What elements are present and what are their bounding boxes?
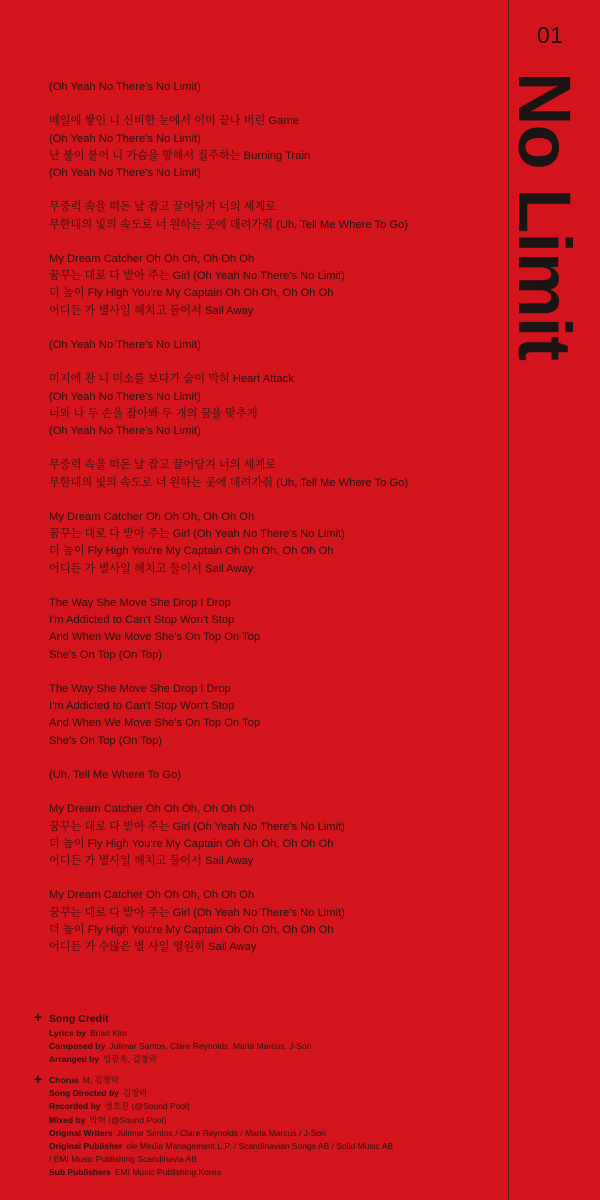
lyric-line: My Dream Catcher Oh Oh Oh, Oh Oh Oh xyxy=(49,803,255,816)
lyric-line: 무중력 속을 떠돈 날 잡고 끌어당겨 너의 세계로 xyxy=(49,201,277,214)
credit-row xyxy=(49,1027,494,1040)
lyric-line: (Oh Yeah No There's No Limit) xyxy=(49,132,201,145)
credit-value: Brian Kim xyxy=(90,1028,127,1038)
credit-row xyxy=(49,1053,494,1066)
credit-value: ole Media Management L.P. / Scandinavian Songs AB / Solid Music AB xyxy=(126,1140,394,1151)
credit-label: Original Publisher xyxy=(49,1140,123,1151)
credit-block-production xyxy=(34,1071,494,1179)
credits-heading: Song Credit xyxy=(49,1013,109,1025)
song-title: No Limit xyxy=(503,72,586,360)
lyric-line: 더 높이 Fly High You're My Captain Oh Oh Oh, Oh Oh Oh xyxy=(49,923,334,936)
credit-row xyxy=(49,1114,494,1127)
lyric-line: 어디든 가 수많은 별 사일 영원히 Sail Away xyxy=(49,940,257,953)
credit-value: / EMI Music Publishing Scandinavia AB xyxy=(49,1153,197,1164)
lyric-stanza xyxy=(49,887,499,956)
lyric-line: (Oh Yeah No There's No Limit) xyxy=(49,424,201,437)
lyric-line: And When We Move She's On Top On Top xyxy=(49,717,261,730)
lyric-line: 무한대의 빛의 속도로 너 원하는 곳에 데려가줘 (Uh, Tell Me Where To Go) xyxy=(49,476,409,489)
credit-label: Recorded by xyxy=(49,1101,101,1112)
lyric-stanza xyxy=(49,595,499,664)
song-credits xyxy=(34,1009,494,1187)
credit-label: Chorus xyxy=(49,1075,79,1086)
lyric-line: I'm Addicted to Can't Stop Won't Stop xyxy=(49,614,235,627)
lyric-line: 너와 나 두 손을 잡아봐 두 개의 꿈을 맞추게 xyxy=(49,407,258,420)
lyric-line: And When We Move She's On Top On Top xyxy=(49,631,261,644)
credit-value: Julimar Santos / Clare Reynolds / Maria Marcus / J-Son xyxy=(116,1127,326,1138)
credit-row xyxy=(49,1140,494,1153)
lyric-line: 더 높이 Fly High You're My Captain Oh Oh Oh, Oh Oh Oh xyxy=(49,545,334,558)
lyric-stanza xyxy=(49,79,499,96)
lyric-stanza xyxy=(49,767,499,784)
credit-value: 정호진 (@Sound Pool) xyxy=(104,1101,190,1112)
credit-label: Sub Publishers xyxy=(49,1166,111,1177)
lyric-stanza xyxy=(49,801,499,870)
credit-row xyxy=(49,1153,494,1166)
credit-value: Julimar Santos, Clare Reynolds, Maria Marcus, J-Son xyxy=(109,1041,312,1052)
lyric-stanza xyxy=(49,457,499,491)
lyric-line: (Uh, Tell Me Where To Go) xyxy=(49,768,182,781)
credit-row xyxy=(49,1074,494,1087)
lyric-line: 미지에 찬 니 미소를 보다가 숨이 막혀 Heart Attack xyxy=(49,373,294,386)
plus-icon: + xyxy=(34,1009,43,1025)
lyric-line: 어디든 가 별사일 헤치고 돌이서 Sail Away xyxy=(49,304,254,317)
lyric-line: 더 높이 Fly High You're My Captain Oh Oh Oh, Oh Oh Oh xyxy=(49,837,334,850)
lyric-line: 무중력 속을 떠돈 날 잡고 끌어당겨 너의 세계로 xyxy=(49,459,277,472)
lyric-line: 어디든 가 별사일 헤치고 둘이서 Sail Away xyxy=(49,854,254,867)
lyric-line: My Dream Catcher Oh Oh Oh, Oh Oh Oh xyxy=(49,252,255,265)
lyric-line: 꿈꾸는 대로 다 받아 주는 Girl (Oh Yeah No There's No Limit) xyxy=(49,906,345,919)
credit-label: Composed by xyxy=(49,1041,106,1052)
lyric-stanza xyxy=(49,199,499,233)
lyric-line: 어디든 가 별사일 헤치고 둘이서 Sail Away xyxy=(49,562,254,575)
lyric-line: She's On Top (On Top) xyxy=(49,734,163,747)
lyric-line: (Oh Yeah No There's No Limit) xyxy=(49,81,201,93)
credit-row xyxy=(49,1166,494,1179)
lyrics-body xyxy=(49,79,499,973)
lyric-stanza xyxy=(49,681,499,750)
lyric-line: (Oh Yeah No There's No Limit) xyxy=(49,167,201,179)
lyric-line: The Way She Move She Drop I Drop xyxy=(49,682,231,695)
credit-row xyxy=(49,1040,494,1053)
credit-label: Mixed by xyxy=(49,1114,86,1125)
credit-value: EMI Music Publishing Korea xyxy=(114,1166,222,1177)
lyric-stanza xyxy=(49,337,499,354)
credit-value: 박혁 (@Sound Pool) xyxy=(89,1114,167,1125)
credit-block-main xyxy=(34,1009,494,1066)
lyric-line: 무한대의 빛의 속도로 너 원하는 곳에 데려가줘 (Uh, Tell Me Where To Go) xyxy=(49,218,409,231)
lyric-line: (Oh Yeah No There's No Limit) xyxy=(49,390,201,403)
credit-value: M, 김창락 xyxy=(82,1075,120,1086)
lyric-line: The Way She Move She Drop I Drop xyxy=(49,596,231,609)
lyric-line: I'm Addicted to Can't Stop Won't Stop xyxy=(49,700,235,713)
lyric-line: (Oh Yeah No There's No Limit) xyxy=(49,338,201,351)
song-title-block xyxy=(504,72,584,442)
credit-label: Song Directed by xyxy=(49,1088,119,1099)
lyric-line: 더 높이 Fly High You're My Captain Oh Oh Oh, Oh Oh Oh xyxy=(49,287,334,300)
lyric-line: 난 불이 붙어 니 가슴을 향해서 질주하는 Burning Train xyxy=(49,149,311,162)
credit-label: Arranged by xyxy=(49,1054,100,1065)
lyric-stanza xyxy=(49,509,499,578)
credit-value: 김창락 xyxy=(122,1088,148,1099)
lyric-stanza xyxy=(49,113,499,182)
credit-row xyxy=(49,1100,494,1113)
credit-value: 임광욱, 김창락 xyxy=(103,1054,158,1065)
lyric-stanza xyxy=(49,251,499,320)
lyric-line: My Dream Catcher Oh Oh Oh, Oh Oh Oh xyxy=(49,510,255,523)
credit-label: Lyrics by xyxy=(49,1028,87,1038)
credit-row xyxy=(49,1127,494,1140)
track-number: 01 xyxy=(537,22,564,48)
lyric-line: 꿈꾸는 대로 다 받아 주는 Girl (Oh Yeah No There's No Limit) xyxy=(49,528,345,541)
credit-row xyxy=(49,1087,494,1100)
lyric-line: 꿈꾸는 대로 다 받아 주는 Girl (Oh Yeah No There's No Limit) xyxy=(49,820,345,833)
lyric-line: 꿈꾸는 대로 다 받아 주는 Girl (Oh Yeah No There's No Limit) xyxy=(49,270,345,283)
lyric-stanza xyxy=(49,371,499,440)
plus-icon: + xyxy=(34,1071,43,1088)
credit-label: Original Writers xyxy=(49,1127,113,1138)
lyric-line: She's On Top (On Top) xyxy=(49,648,163,661)
lyric-line: My Dream Catcher Oh Oh Oh, Oh Oh Oh xyxy=(49,889,255,902)
lyric-line: 베일에 쌓인 니 신비한 눈에서 이미 끝나 버린 Game xyxy=(49,115,299,128)
